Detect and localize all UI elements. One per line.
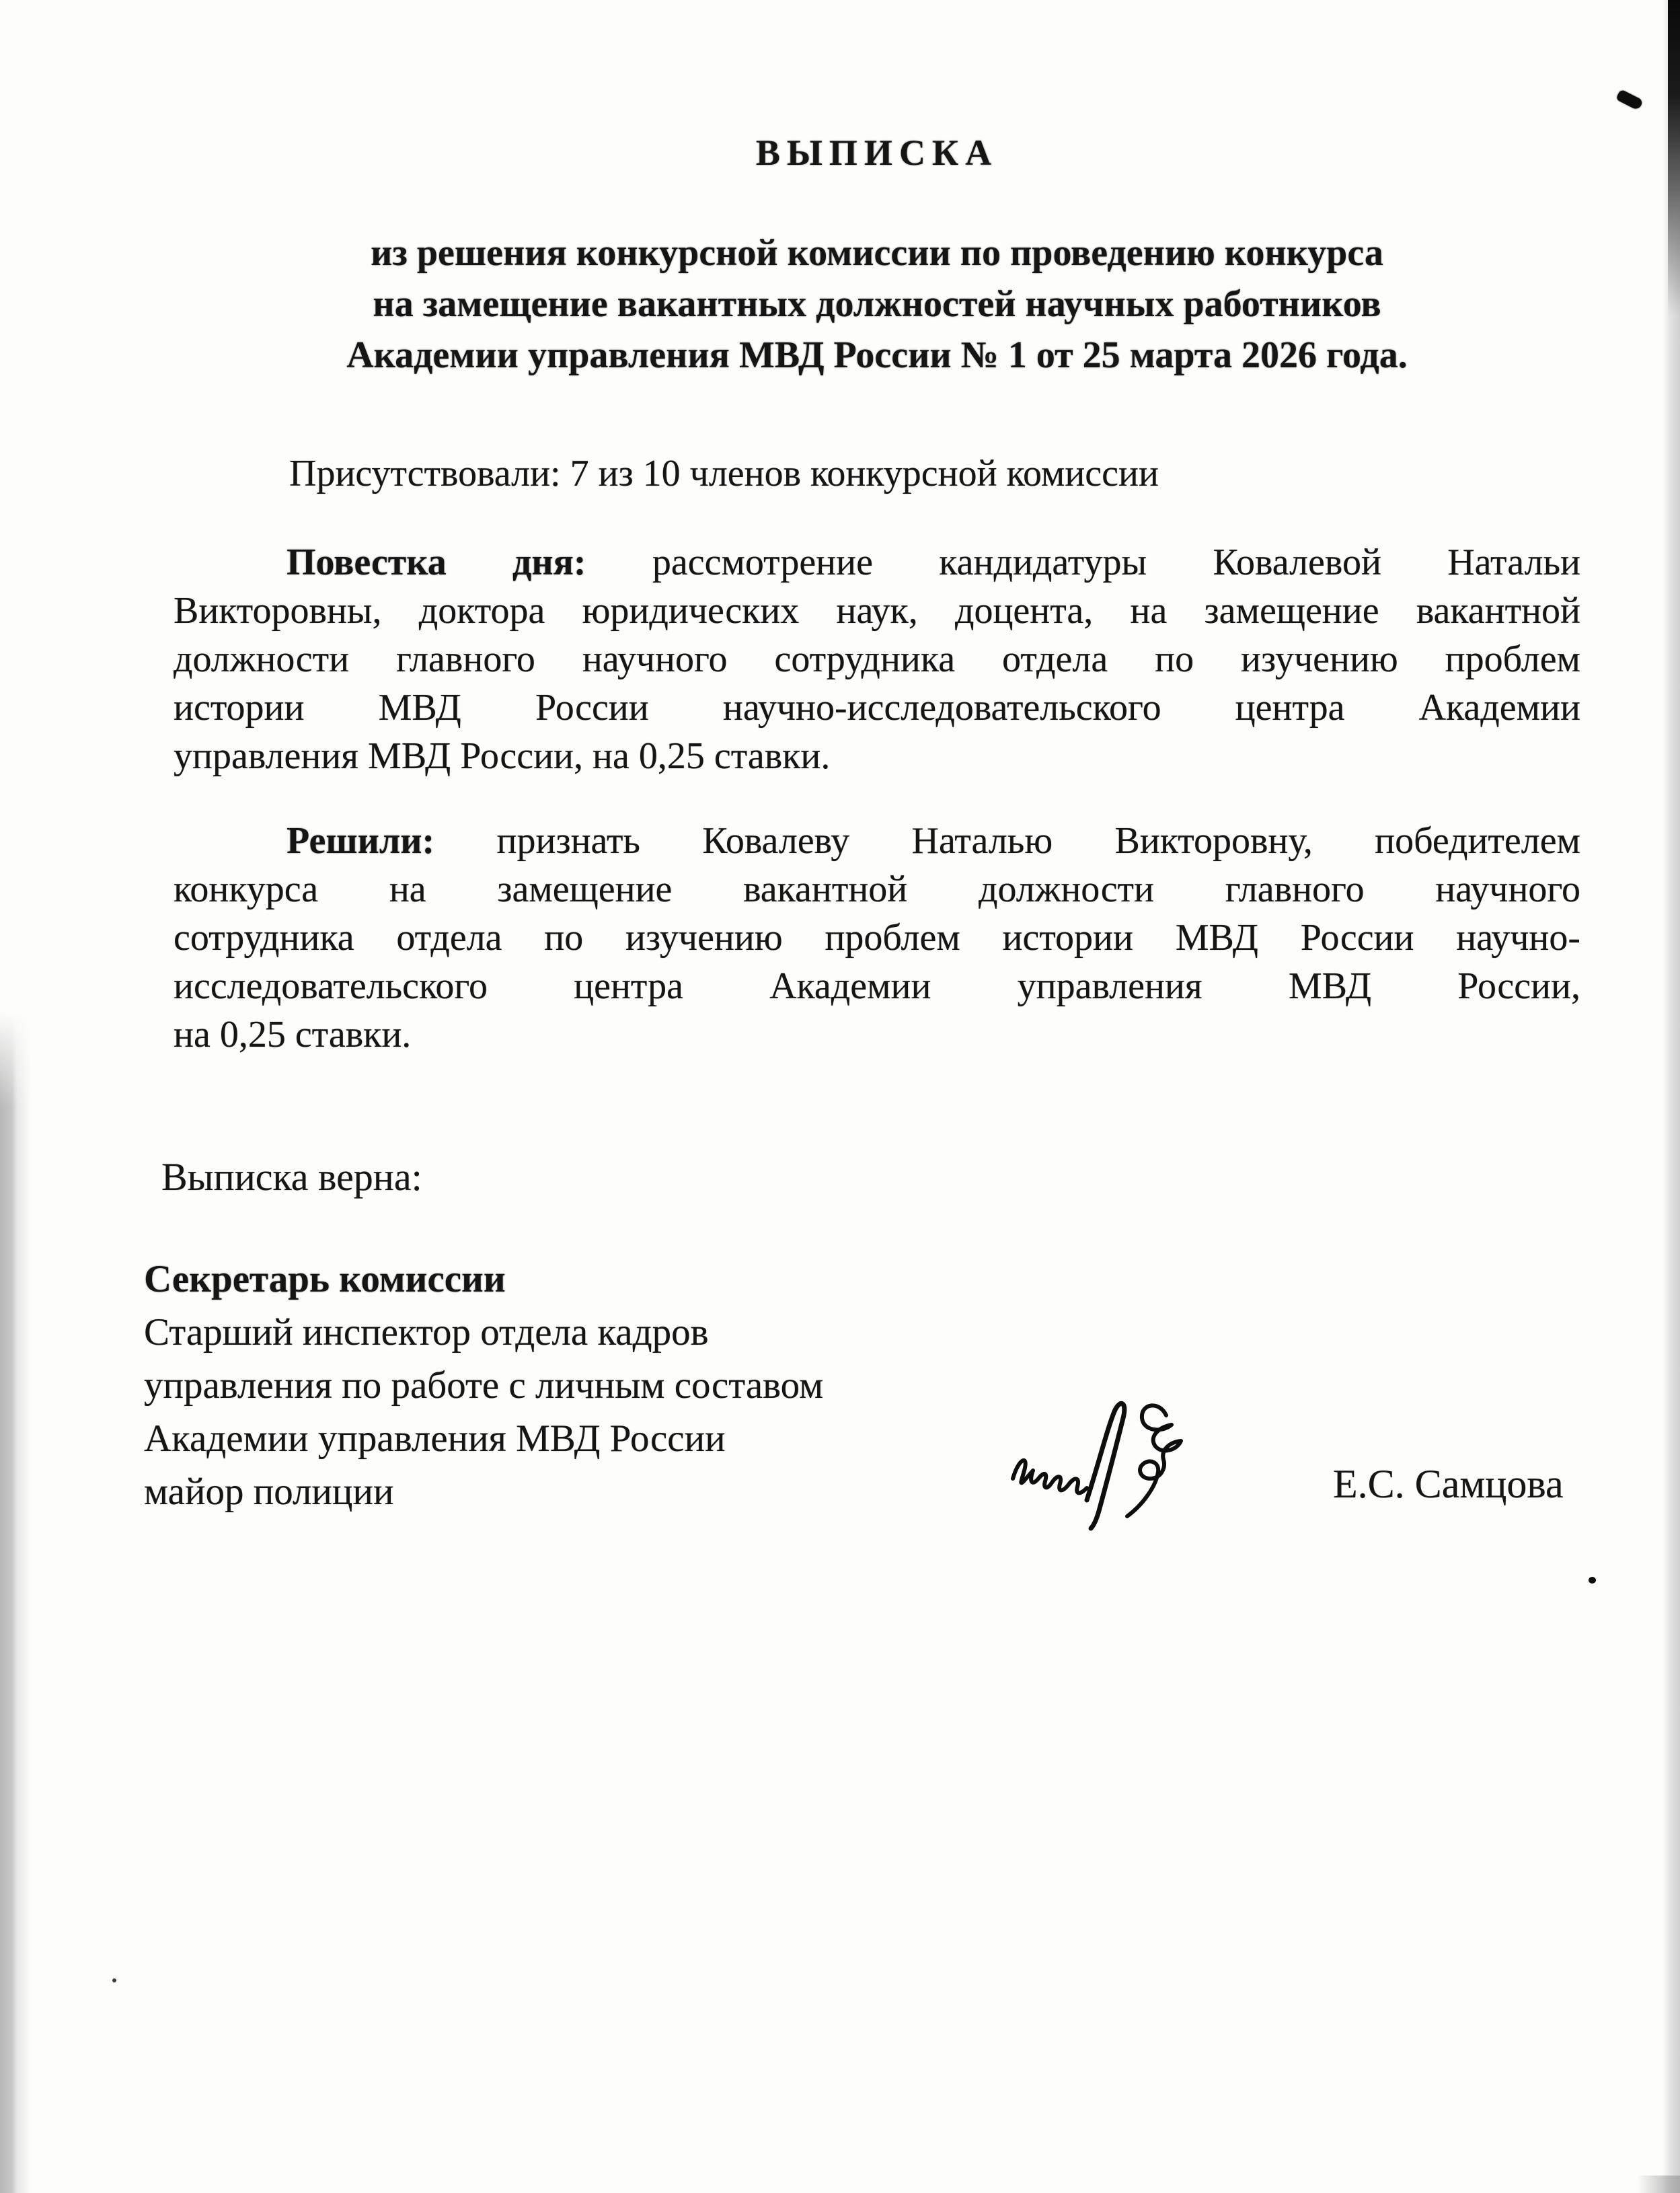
handwritten-signature	[1007, 1392, 1223, 1547]
subtitle-line: Академии управления МВД России № 1 от 25 марта 2026 года.	[346, 334, 1408, 376]
ink-dot	[1589, 1577, 1596, 1584]
signer-block	[144, 1253, 1085, 1518]
resolution-line	[174, 817, 1580, 865]
resolution-text: признать Ковалеву Наталью Викторовну, победителем	[496, 820, 1580, 862]
resolution-line: на 0,25 ставки.	[174, 1014, 412, 1055]
signer-role-line: Старший инспектор отдела кадров	[144, 1311, 709, 1353]
agenda-line: управления МВД России, на 0,25 ставки.	[174, 735, 831, 777]
resolution-label: Решили:	[287, 820, 435, 862]
resolution-line: конкурса на замещение вакантной должности главного научного	[174, 868, 1580, 910]
agenda-line: должности главного научного сотрудника отдела по изучению проблем	[174, 638, 1580, 680]
resolution-line: исследовательского центра Академии управления МВД России,	[174, 965, 1580, 1007]
agenda-text: рассмотрение кандидатуры Ковалевой Натальи	[652, 542, 1580, 583]
scan-edge-right	[1663, 0, 1680, 2193]
agenda-line: истории МВД России научно-исследовательского центра Академии	[174, 687, 1580, 729]
resolution-line: сотрудника отдела по изучению проблем истории МВД России научно-	[174, 917, 1580, 959]
signer-role-line: майор полиции	[144, 1471, 394, 1513]
document-subtitle	[174, 227, 1580, 381]
subtitle-line: на замещение вакантных должностей научных работников	[373, 283, 1381, 325]
scan-corner-bottom-right	[1637, 2176, 1680, 2193]
agenda-paragraph	[174, 538, 1580, 780]
signer-role-line: управления по работе с личным составом	[144, 1364, 824, 1407]
document-title: ВЫПИСКА	[755, 133, 999, 173]
certification-line: Выписка верна:	[161, 1155, 422, 1199]
resolution-paragraph	[174, 817, 1580, 1059]
signer-role-line: Академии управления МВД России	[144, 1417, 726, 1460]
paper-speck	[112, 1978, 116, 1982]
signer-role-title: Секретарь комиссии	[144, 1258, 506, 1300]
attendees-line: Присутствовали: 7 из 10 членов конкурсной комиссии	[289, 453, 1159, 494]
signer-name: Е.С. Самцова	[1333, 1462, 1564, 1506]
agenda-label: Повестка дня:	[287, 542, 586, 583]
ink-smudge	[1615, 89, 1644, 110]
agenda-line	[174, 538, 1580, 587]
scan-edge-left	[0, 1012, 31, 2193]
scan-edge-right-shadow	[1668, 0, 1680, 316]
subtitle-line: из решения конкурсной комиссии по проведению конкурса	[371, 232, 1383, 274]
agenda-line: Викторовны, доктора юридических наук, доцента, на замещение вакантной	[174, 590, 1580, 632]
